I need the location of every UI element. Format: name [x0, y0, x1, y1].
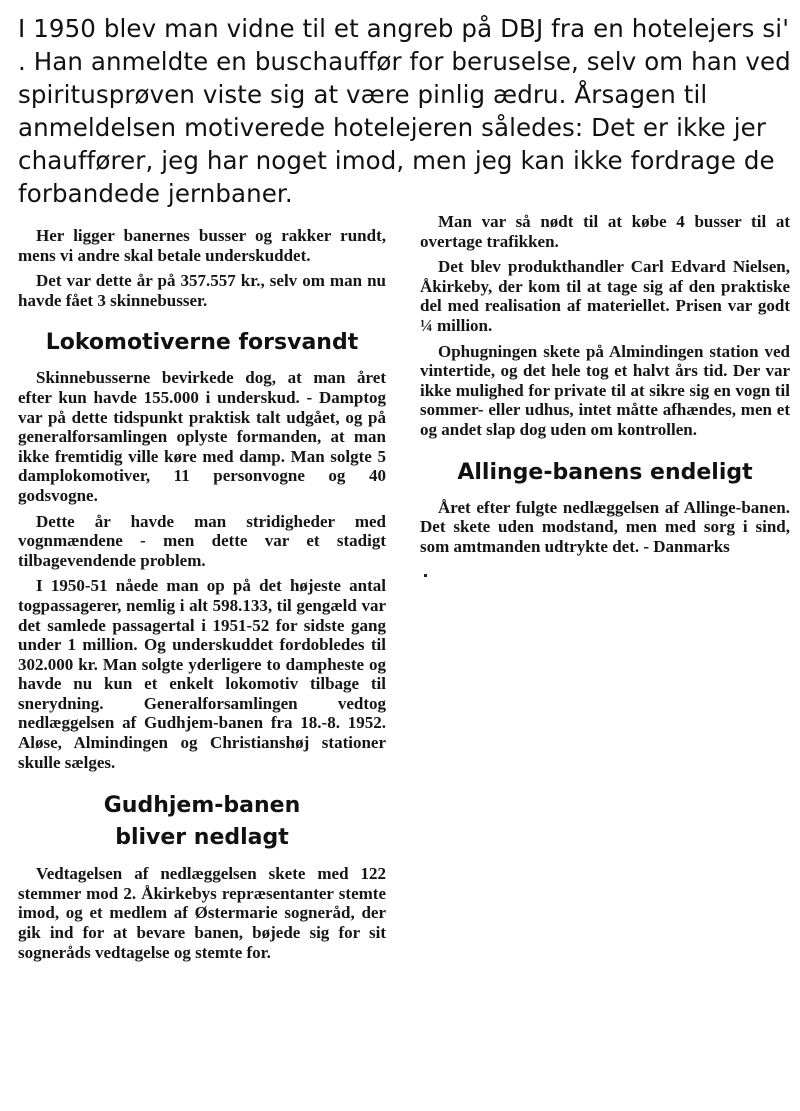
left-paragraph-5: I 1950-51 nåede man op på det højeste antal togpassagerer, nemlig i alt 598.133, til gengæld var det samlede passagertal i 1951-52 for sidste gang under 1 million. Og underskuddet fordobledes til 302.000 kr. Man solgte yderligere to dampheste og havde nu kun et enkelt lokomotiv tilbage til snerydning. Generalforsamlingen vedtog nedlæggelsen af Gudhjem-banen fra 18.-8. 1952. Aløse, Almindingen og Christianshøj stationer skulle sælges. — [18, 576, 386, 772]
left-paragraph-3: Skinnebusserne bevirkede dog, at man året efter kun havde 155.000 i underskud. - Damptog var på dette tidspunkt praktisk talt udgået, og på generalforsamlingen oplyste formanden, at man ikke fremtidig ville køre med damp. Man solgte 5 damplokomotiver, 11 personvogne og 40 godsvogne. — [18, 368, 386, 505]
right-paragraph-2: Det blev produkthandler Carl Edvard Nielsen, Åkirkeby, der kom til at tage sig af den praktiske del med realisation af materiellet. Prisen var godt ¼ million. — [420, 257, 790, 335]
heading-gudhjem-line-2: bliver nedlagt — [115, 825, 289, 851]
right-paragraph-1: Man var så nødt til at købe 4 busser til at overtage trafikken. — [420, 212, 790, 251]
left-paragraph-2: Det var dette år på 357.557 kr., selv om man nu havde fået 3 skinnebusser. — [18, 271, 386, 310]
right-column — [420, 212, 790, 582]
left-column — [18, 226, 386, 968]
heading-lokomotiverne: Lokomotiverne forsvandt — [45, 330, 359, 356]
right-paragraph-3: Ophugningen skete på Almindingen station ved vintertide, og det hele tog et halvt års tid. Der var ikke mulighed for private til at sikre sig en vogn til sommer- eller udhus, intet måtte afhændes, men et og andet slap dog uden om kontrollen. — [420, 341, 790, 439]
heading-allinge: Allinge-banens endeligt — [457, 459, 753, 485]
left-paragraph-1: Her ligger banernes busser og rakker rundt, mens vi andre skal betale underskuddet. — [18, 226, 386, 265]
left-paragraph-4: Dette år havde man stridigheder med vognmændene - men dette var et stadigt tilbagevendende problem. — [18, 511, 386, 570]
heading-gudhjem-line-1: Gudhjem-banen — [103, 793, 301, 819]
left-paragraph-6: Vedtagelsen af nedlæggelsen skete med 122 stemmer mod 2. Åkirkebys repræsentanter stemte imod, og et medlem af Østermarie sogneråd, der gik ind for at bevare banen, bøjede sig for sit sogneråds vedtagelse og stemte for. — [18, 864, 386, 962]
lead-paragraph: I 1950 blev man vidne til et angreb på DBJ fra en hotelejers si' . Han anmeldte en buschauffør for beruselse, selv om han ved spiritusprøven viste sig at være pinlig ædru. Årsagen til anmeldelsen motiverede hotelejeren således: Det er ikke jer chauffører, jeg har noget imod, men jeg kan ikke fordrage de forbandede jernbaner. — [18, 14, 791, 208]
heading-gudhjem — [18, 790, 386, 854]
right-paragraph-4: Året efter fulgte nedlæggelsen af Allinge-banen. Det skete uden modstand, men med sorg i sind, som amtmanden udtrykte det. - Danmarks — [420, 497, 790, 556]
continuation-dot — [424, 574, 427, 577]
